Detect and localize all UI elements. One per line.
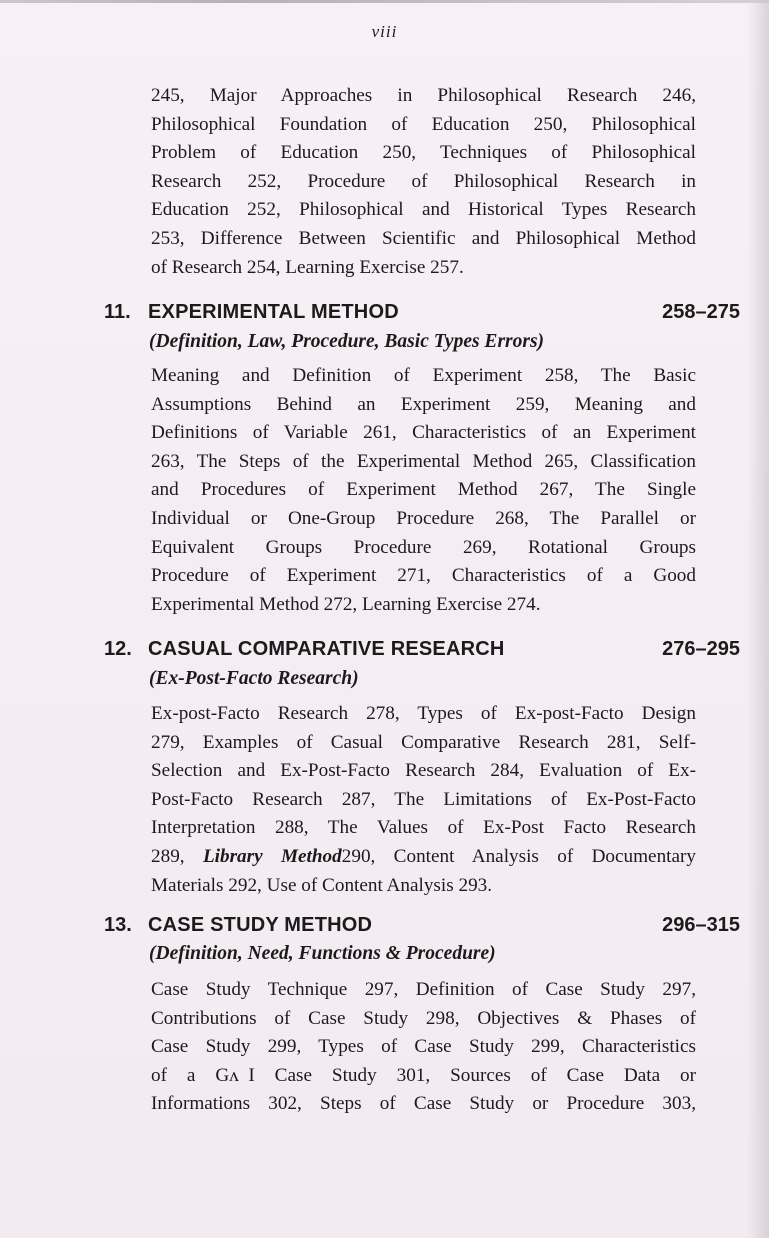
- text-line: Assumptions Behind an Experiment 259, Meaning and: [151, 393, 696, 415]
- text-line: and Procedures of Experiment Method 267, The Single: [151, 479, 696, 501]
- chapter-13-heading: [104, 914, 740, 942]
- chapter-number: 13.: [104, 914, 132, 936]
- chapter-title: CASUAL COMPARATIVE RESEARCH: [148, 638, 505, 660]
- text-line: Experimental Method 272, Learning Exercise 274.: [151, 593, 541, 615]
- text-line: Research 252, Procedure of Philosophical Research in: [151, 170, 696, 192]
- text-line: Definitions of Variable 261, Characteristics of an Experiment: [151, 422, 696, 444]
- chapter-page-range: 296–315: [662, 914, 740, 936]
- text-line: Case Study 299, Types of Case Study 299, Characteristics: [151, 1036, 696, 1058]
- line-rest: 290, Content Analysis of Documentary: [341, 845, 696, 867]
- text-line: 253, Difference Between Scientific and Philosophical Method: [151, 227, 696, 249]
- text-line: Case Study Technique 297, Definition of Case Study 297,: [151, 979, 696, 1000]
- chapter-title: EXPERIMENTAL METHOD: [148, 301, 399, 323]
- text-line: Materials 292, Use of Content Analysis 293.: [151, 874, 493, 896]
- text-line: Contributions of Case Study 298, Objectives & Phases of: [151, 1007, 696, 1029]
- chapter-11-contents: [151, 362, 696, 619]
- emphasized-entry: Library Method: [202, 845, 342, 867]
- text-line: Problem of Education 250, Techniques of Philosophical: [151, 142, 696, 164]
- chapter-page-range: 276–295: [662, 638, 740, 660]
- text-line: Interpretation 288, The Values of Ex-Post Facto Research: [151, 817, 696, 839]
- page-folio: viii: [371, 22, 398, 41]
- text-line-with-emphasis: [151, 843, 696, 872]
- chapter-number: 12.: [104, 638, 132, 660]
- chapter-11-heading: [104, 301, 740, 329]
- chapter-number: 11.: [104, 301, 131, 323]
- text-line: 279, Examples of Casual Comparative Research 281, Self-: [151, 731, 696, 753]
- text-line: Philosophical Foundation of Education 250, Philosophical: [151, 113, 696, 135]
- text-line: 263, The Steps of the Experimental Method 265, Classification: [151, 450, 696, 472]
- chapter-page-range: 258–275: [662, 301, 740, 323]
- chapter-11-subtitle: (Definition, Law, Procedure, Basic Types Errors): [149, 331, 545, 352]
- text-line: Ex-post-Facto Research 278, Types of Ex-post-Facto Design: [151, 703, 696, 724]
- intro-paragraph: [151, 82, 696, 282]
- text-line: Individual or One-Group Procedure 268, The Parallel or: [151, 507, 696, 529]
- text-line: Procedure of Experiment 271, Characteristics of a Good: [151, 565, 696, 587]
- text-line: Selection and Ex-Post-Facto Research 284, Evaluation of Ex-: [151, 760, 696, 782]
- text-line: of a Gʌ І Case Study 301, Sources of Case Data or: [151, 1064, 696, 1086]
- chapter-title: CASE STUDY METHOD: [148, 914, 373, 936]
- page-edge-shadow: [747, 0, 769, 1238]
- text-line: Informations 302, Steps of Case Study or Procedure 303,: [151, 1093, 696, 1115]
- chapter-12-subtitle: (Ex-Post-Facto Research): [149, 668, 359, 689]
- chapter-13-contents: [151, 976, 696, 1119]
- text-line: Post-Facto Research 287, The Limitations of Ex-Post-Facto: [151, 788, 696, 810]
- chapter-13-subtitle: (Definition, Need, Functions & Procedure): [149, 943, 496, 964]
- text-line: of Research 254, Learning Exercise 257.: [151, 256, 464, 278]
- chapter-12-contents: [151, 700, 696, 900]
- text-line: Education 252, Philosophical and Historical Types Research: [151, 199, 696, 221]
- line-prefix: 289,: [151, 845, 203, 867]
- text-line: Meaning and Definition of Experiment 258, The Basic: [151, 365, 696, 386]
- text-line: Equivalent Groups Procedure 269, Rotational Groups: [151, 536, 696, 558]
- text-line: 245, Major Approaches in Philosophical Research 246,: [151, 85, 696, 106]
- chapter-12-heading: [104, 638, 740, 666]
- top-edge-rule: [0, 0, 769, 3]
